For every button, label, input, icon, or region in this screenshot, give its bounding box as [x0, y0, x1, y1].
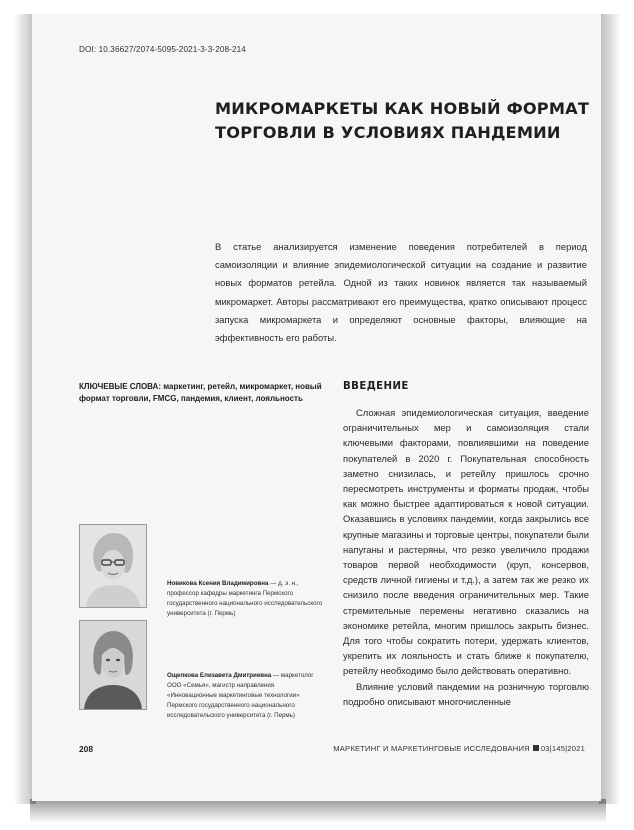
portrait-image: [80, 525, 146, 607]
abstract: В статье анализируется изменение поведения потребителей в период самоизоляции и влияние эпидемиологической ситуации на создание и развитие новых форматов ретейла. Одной из таких новинок является так называемый микромаркет. Авторы рассматривают его преимущества, кратко описывают процесс запуска микромаркета и определяют основные факторы, влияющие на эффективность его работы.: [215, 241, 587, 344]
author-info: [167, 579, 325, 619]
author-details: — маркетолог ООО «Семья», магистр направления «Инновационные маркетинговые технологии» Пермского государственного национального исследовательского университета (г. Пермь): [167, 672, 314, 719]
author-name: Ощепкова Елизавета Дмитриевна: [167, 672, 272, 679]
author-photo-oshchepkova: [79, 620, 147, 710]
portrait-image: [80, 621, 146, 709]
introduction-heading: ВВЕДЕНИЕ: [343, 381, 409, 392]
journal-name: МАРКЕТИНГ И МАРКЕТИНГОВЫЕ ИССЛЕДОВАНИЯ: [333, 744, 530, 753]
square-separator-icon: [533, 745, 539, 751]
author-details: — д. э. н., профессор кафедры маркетинга Пермского государственного национального исследовательского университета (г. Пермь): [167, 580, 323, 617]
article-title: МИКРОМАРКЕТЫ КАК НОВЫЙ ФОРМАТ ТОРГОВЛИ В УСЛОВИЯХ ПАНДЕМИИ: [215, 99, 590, 142]
author-info: [167, 671, 325, 721]
page-shadow-right: [599, 14, 621, 804]
paper-page: [32, 14, 601, 801]
keywords: КЛЮЧЕВЫЕ СЛОВА: маркетинг, ретейл, микромаркет, новый формат торговли, FMCG, пандемия, клиент, лояльность: [79, 382, 322, 403]
introduction-paragraph: Влияние условий пандемии на розничную торговлю подробно описывают многочисленные: [343, 680, 589, 707]
doi-line[interactable]: DOI: 10.36627/2074-5095-2021-3-3-208-214: [79, 45, 246, 54]
page-shadow-bottom: [30, 799, 606, 823]
page-number: 208: [79, 744, 93, 754]
author-photo-novikova: [79, 524, 147, 608]
introduction-paragraph: Сложная эпидемиологическая ситуация, введение ограничительных мер и самоизоляция стали ключевыми факторами, повлиявшими на поведение покупателей в 2020 г. Покупательная способность заметно снизилась, и ретейлу пришлось срочно пересмотреть инструменты и форматы продаж, чтобы как можно быстрее адаптироваться к новой ситуации. Оказавшись в условиях пандемии, когда закрылись все крупные магазины и торговые центры, покупатели были напуганы и растеряны, что резко увеличило продажи товаров первой необходимости (круп, консервов, средств личной гигиены и т.д.), а затем так же резко их снизило после введения ограничительных мер. Такие стремительные перемены негативно сказались на экономике ретейла, многим пришлось закрыть бизнес. Для того чтобы сократить потери, удержать клиентов, укрепить их лояльность и стать ближе к покупателю, ретейлу необходимо было действовать оперативно.: [343, 407, 589, 677]
introduction-body: [343, 405, 589, 709]
journal-issue: 03|145|2021: [540, 744, 585, 753]
author-name: Новикова Ксения Владимировна: [167, 580, 269, 587]
journal-footer: [333, 744, 585, 753]
